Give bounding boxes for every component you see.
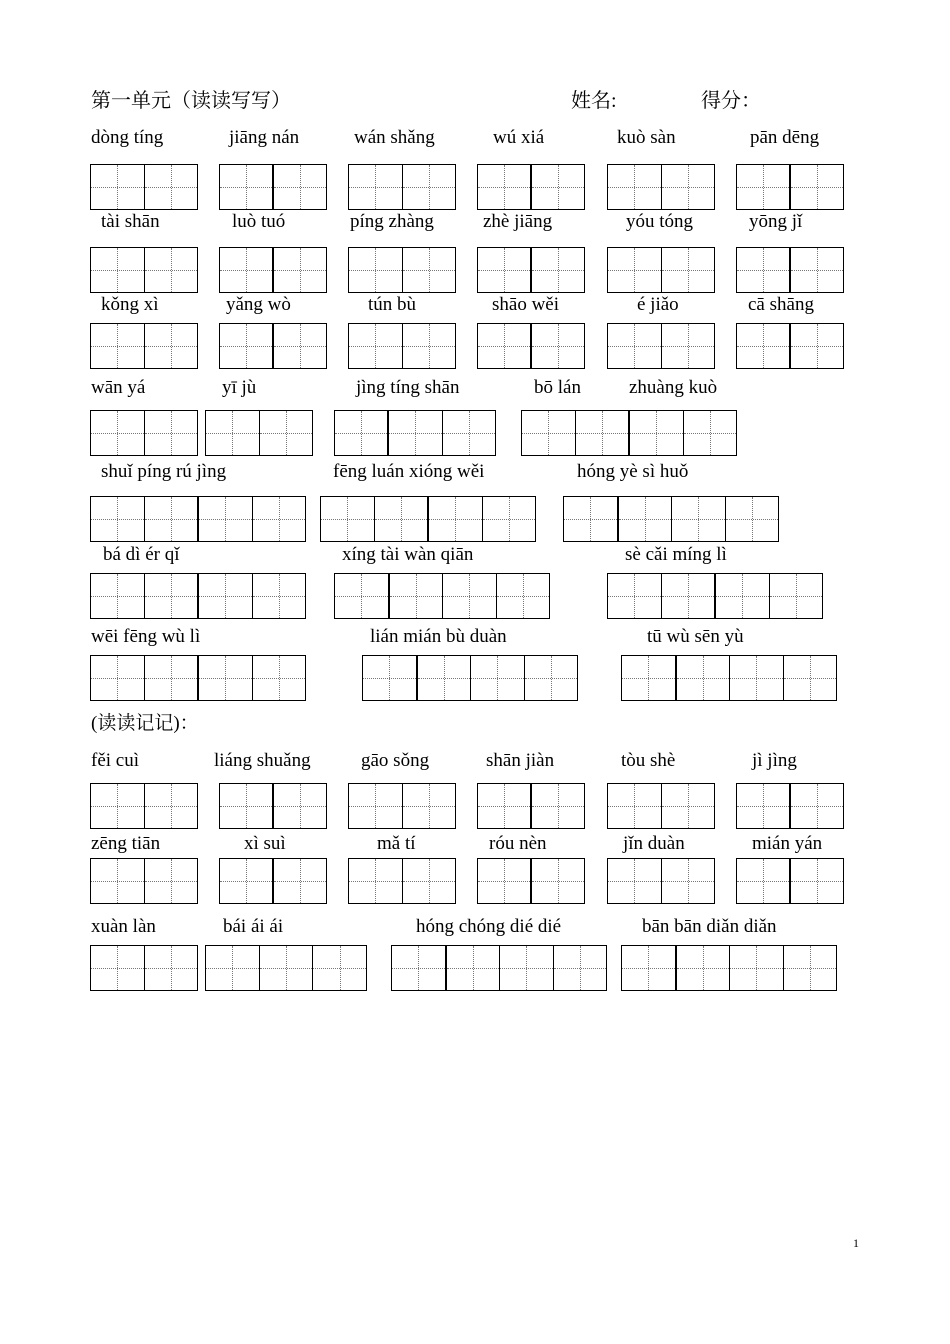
pinyin-label: píng zhàng: [350, 211, 434, 232]
pinyin-label: yī jù: [222, 377, 257, 398]
pinyin-label: zēng tiān: [91, 833, 161, 854]
pinyin-label: yōng jǐ: [749, 211, 803, 232]
writing-grid[interactable]: [521, 410, 737, 456]
pinyin-label: bān bān diǎn diǎn: [642, 916, 777, 937]
writing-grid[interactable]: [607, 783, 715, 829]
writing-grid[interactable]: [205, 410, 313, 456]
pinyin-label: hóng chóng dié dié: [416, 916, 562, 937]
writing-grid[interactable]: [205, 945, 367, 991]
pinyin-label: bái ái ái: [223, 916, 284, 937]
writing-grid[interactable]: [219, 783, 327, 829]
pinyin-label: tū wù sēn yù: [647, 626, 744, 647]
writing-grid[interactable]: [334, 410, 496, 456]
pinyin-label: kuò sàn: [617, 127, 676, 148]
pinyin-label: tài shān: [101, 211, 160, 232]
pinyin-label: jiāng nán: [229, 127, 300, 148]
writing-grid[interactable]: [477, 783, 585, 829]
pinyin-label: luò tuó: [232, 211, 286, 232]
pinyin-label: xíng tài wàn qiān: [342, 544, 474, 565]
pinyin-label: mián yán: [752, 833, 823, 854]
writing-grid[interactable]: [90, 496, 306, 542]
writing-grid[interactable]: [621, 945, 837, 991]
writing-grid[interactable]: [607, 573, 823, 619]
pinyin-label: shuǐ píng rú jìng: [101, 461, 227, 482]
pinyin-label: pān dēng: [750, 127, 820, 148]
pinyin-label: jì jìng: [752, 750, 797, 771]
writing-grid[interactable]: [477, 164, 585, 210]
writing-grid[interactable]: [607, 164, 715, 210]
writing-grid[interactable]: [362, 655, 578, 701]
writing-grid[interactable]: [736, 858, 844, 904]
pinyin-label: liáng shuǎng: [214, 750, 311, 771]
writing-grid[interactable]: [736, 783, 844, 829]
pinyin-label: dòng tíng: [91, 127, 164, 148]
writing-grid[interactable]: [477, 323, 585, 369]
writing-grid[interactable]: [348, 858, 456, 904]
pinyin-label: fēng luán xióng wěi: [333, 461, 485, 482]
pinyin-label: wēi fēng wù lì: [91, 626, 201, 647]
pinyin-label: é jiǎo: [637, 294, 679, 315]
writing-grid[interactable]: [477, 858, 585, 904]
name-label: 姓名:: [571, 90, 617, 112]
writing-grid[interactable]: [90, 945, 198, 991]
pinyin-label: tún bù: [368, 294, 417, 315]
writing-grid[interactable]: [90, 783, 198, 829]
writing-grid[interactable]: [736, 323, 844, 369]
pinyin-label: zhuàng kuò: [629, 377, 718, 398]
page-number: 1: [853, 1236, 859, 1250]
pinyin-label: mǎ tí: [377, 833, 416, 854]
writing-grid[interactable]: [219, 858, 327, 904]
writing-grid[interactable]: [736, 247, 844, 293]
writing-grid[interactable]: [320, 496, 536, 542]
worksheet-title: 第一单元（读读写写）: [91, 90, 291, 112]
writing-grid[interactable]: [90, 247, 198, 293]
pinyin-label: hóng yè sì huǒ: [577, 461, 689, 482]
writing-grid[interactable]: [90, 410, 198, 456]
writing-grid[interactable]: [477, 247, 585, 293]
pinyin-label: fěi cuì: [91, 750, 140, 771]
writing-grid[interactable]: [90, 323, 198, 369]
writing-grid[interactable]: [334, 573, 550, 619]
pinyin-label: wú xiá: [493, 127, 545, 148]
writing-grid[interactable]: [348, 783, 456, 829]
writing-grid[interactable]: [563, 496, 779, 542]
writing-grid[interactable]: [219, 323, 327, 369]
writing-grid[interactable]: [607, 247, 715, 293]
writing-grid[interactable]: [391, 945, 607, 991]
writing-grid[interactable]: [90, 858, 198, 904]
pinyin-label: sè cǎi míng lì: [625, 544, 727, 565]
pinyin-label: lián mián bù duàn: [370, 626, 507, 647]
pinyin-label: yóu tóng: [626, 211, 694, 232]
writing-grid[interactable]: [736, 164, 844, 210]
pinyin-label: jǐn duàn: [623, 833, 685, 854]
writing-grid[interactable]: [348, 164, 456, 210]
pinyin-label: bō lán: [534, 377, 581, 398]
pinyin-label: bá dì ér qǐ: [103, 544, 180, 565]
pinyin-label: tòu shè: [621, 750, 676, 771]
writing-grid[interactable]: [348, 247, 456, 293]
writing-grid[interactable]: [90, 573, 306, 619]
pinyin-label: wán shǎng: [354, 127, 435, 148]
writing-grid[interactable]: [219, 164, 327, 210]
section-title: (读读记记)：: [91, 713, 199, 734]
pinyin-label: shāo wěi: [492, 294, 560, 315]
pinyin-label: zhè jiāng: [483, 211, 553, 232]
pinyin-label: yǎng wò: [226, 294, 291, 315]
pinyin-label: wān yá: [91, 377, 146, 398]
writing-grid[interactable]: [607, 323, 715, 369]
pinyin-label: xì suì: [244, 833, 286, 854]
pinyin-label: shān jiàn: [486, 750, 555, 771]
pinyin-label: cā shāng: [748, 294, 814, 315]
pinyin-label: jìng tíng shān: [356, 377, 460, 398]
writing-grid[interactable]: [90, 655, 306, 701]
writing-grid[interactable]: [219, 247, 327, 293]
writing-grid[interactable]: [90, 164, 198, 210]
pinyin-label: kǒng xì: [101, 294, 159, 315]
writing-grid[interactable]: [348, 323, 456, 369]
writing-grid[interactable]: [621, 655, 837, 701]
pinyin-label: gāo sǒng: [361, 750, 430, 771]
writing-grid[interactable]: [607, 858, 715, 904]
pinyin-label: xuàn làn: [91, 916, 156, 937]
score-label: 得分：: [701, 90, 761, 112]
pinyin-label: róu nèn: [489, 833, 547, 854]
